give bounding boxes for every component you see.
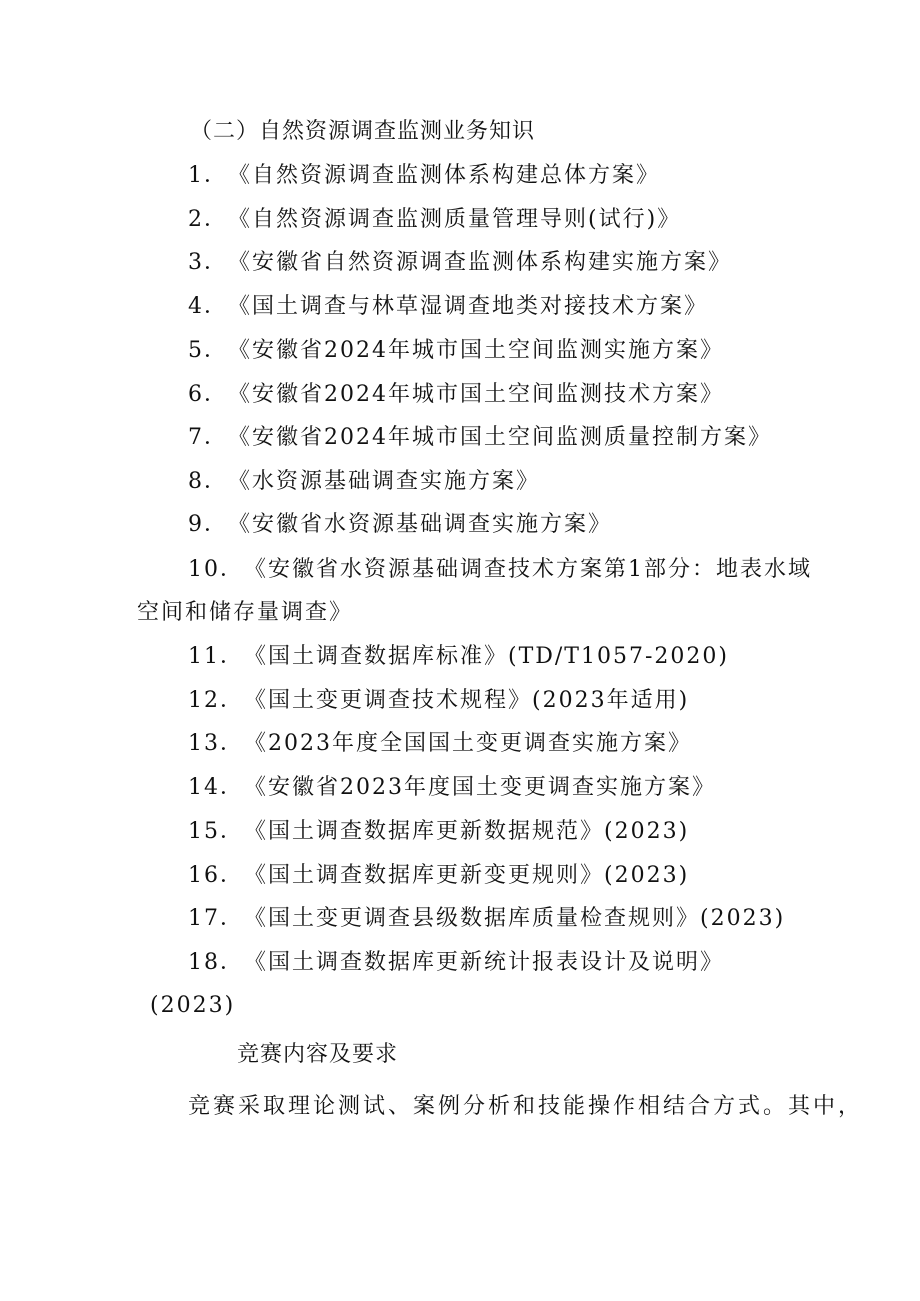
list-item [188, 161, 660, 191]
item-number: 12． [188, 688, 244, 713]
list-item [188, 336, 724, 366]
item-text: 《2023年度全国国土变更调查实施方案》 [244, 731, 692, 756]
list-item [188, 248, 732, 278]
item-text: 《安徽省自然资源调查监测体系构建实施方案》 [228, 250, 733, 275]
item-number: 18． [188, 950, 244, 975]
item-text: 空间和储存量调查》 [137, 600, 354, 625]
item-number: 5． [188, 338, 228, 363]
item-number: 4． [188, 294, 228, 319]
item-number: 6． [188, 382, 228, 407]
item-text: 《国土调查与林草湿调查地类对接技术方案》 [228, 294, 709, 319]
item-text: 《安徽省2024年城市国土空间监测技术方案》 [228, 382, 724, 407]
item-number: 3． [188, 250, 228, 275]
list-item [188, 380, 724, 410]
item-text: 《自然资源调查监测质量管理导则(试行)》 [228, 207, 682, 232]
list-item [188, 423, 772, 453]
list-item [188, 729, 692, 759]
list-item [188, 205, 681, 235]
item-number: 10． [188, 557, 244, 582]
item-text: 《安徽省2023年度国土变更调查实施方案》 [244, 775, 716, 800]
item-text: 《国土变更调查县级数据库质量检查规则》(2023) [244, 906, 786, 931]
item-number: 2． [188, 207, 228, 232]
list-item [188, 948, 724, 978]
list-item [188, 642, 729, 672]
item-number: 15． [188, 819, 244, 844]
list-item [188, 292, 708, 322]
item-text: 《安徽省水资源基础调查实施方案》 [228, 512, 613, 537]
item-text: (2023) [150, 993, 236, 1018]
list-item-continuation [137, 598, 353, 628]
list-item [188, 555, 812, 585]
list-item [188, 467, 540, 497]
list-item [188, 817, 689, 847]
item-text: 《安徽省2024年城市国土空间监测质量控制方案》 [228, 425, 772, 450]
item-text: 《水资源基础调查实施方案》 [228, 469, 541, 494]
item-number: 11． [188, 644, 244, 669]
list-item [188, 686, 689, 716]
subsection-heading: 竞赛内容及要求 [237, 1042, 399, 1067]
item-number: 16． [188, 863, 244, 888]
item-text: 《国土调查数据库更新数据规范》(2023) [244, 819, 690, 844]
list-item [188, 861, 689, 891]
list-item-continuation [150, 991, 235, 1021]
item-text: 《国土调查数据库标准》(TD/T1057-2020) [244, 644, 729, 669]
item-number: 13． [188, 731, 244, 756]
body-paragraph: 竞赛采取理论测试、案例分析和技能操作相结合方式。其中， [188, 1094, 864, 1119]
item-text: 《安徽省2024年城市国土空间监测实施方案》 [228, 338, 724, 363]
item-text: 《国土变更调查技术规程》(2023年适用) [244, 688, 690, 713]
section-heading: （二）自然资源调查监测业务知识 [190, 119, 536, 144]
list-item [188, 773, 716, 803]
item-text: 《国土调查数据库更新统计报表设计及说明》 [244, 950, 725, 975]
item-number: 14． [188, 775, 244, 800]
item-number: 9． [188, 512, 228, 537]
item-text: 《自然资源调查监测体系构建总体方案》 [228, 163, 661, 188]
item-number: 8． [188, 469, 228, 494]
item-number: 7． [188, 425, 228, 450]
list-item [188, 904, 785, 934]
item-number: 17． [188, 906, 244, 931]
item-number: 1． [188, 163, 228, 188]
item-text: 《国土调查数据库更新变更规则》(2023) [244, 863, 690, 888]
item-text: 《安徽省水资源基础调查技术方案第1部分：地表水域 [244, 557, 812, 582]
list-item [188, 510, 612, 540]
